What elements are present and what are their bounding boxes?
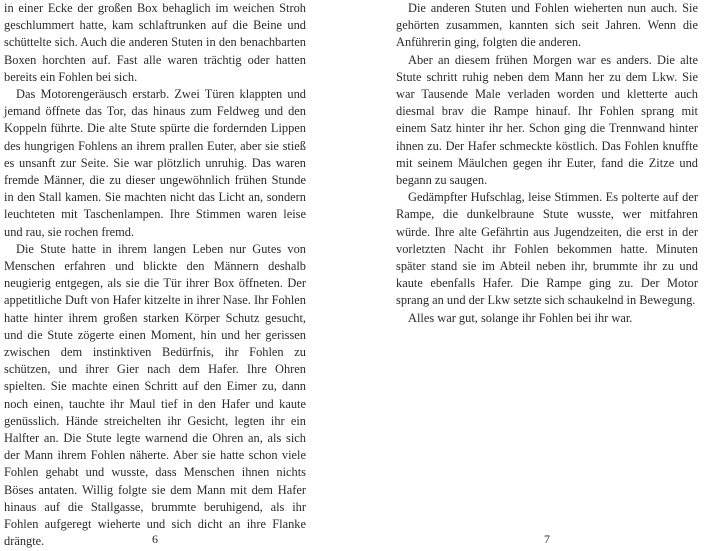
- paragraph: Alles war gut, solange ihr Fohlen bei ihr war.: [408, 310, 633, 325]
- left-page-text: [4, 0, 306, 551]
- right-page: [396, 0, 698, 549]
- paragraph: in einer Ecke der großen Box behaglich im weichen Stroh geschlummert hatte, kam schlaftrunken auf die Beine und schüttelte sich. Auch die anderen Stuten in den benachbarten Boxen horchten auf. Fast alle waren trächtig oder hatten bereits ein Fohlen bei sich.: [4, 1, 306, 84]
- right-page-text: [396, 0, 698, 327]
- paragraph: Das Motorengeräusch erstarb. Zwei Türen klappten und jemand öffnete das Tor, das hinaus zum Feldweg und den Koppeln führte. Die alte Stute spürte die fordernden Lippen des hungrigen Fohlens an ihrem prallen Euter, aber sie stieß es unsanft zur Seite. Sie war plötzlich unruhig. Das waren fremde Männer, die zu dieser ungewöhnlich frühen Stunde in den Stall kamen. Sie machten nicht das Licht an, sondern leuchteten mit Taschenlampen. Ihre Stimmen waren leise und rau, sie rochen fremd.: [4, 87, 306, 239]
- left-page: [4, 0, 306, 549]
- paragraph: Die Stute hatte in ihrem langen Leben nur Gutes von Menschen erfahren und blickte den Männern deshalb neugierig entgegen, als sie die Tür ihrer Box öffneten. Der appetitliche Duft von Hafer kitzelte in ihrer Nase. Ihr Fohlen hatte hinter ihrem großen starken Körper Schutz gesucht, und die Stute zögerte einen Moment, hin und her gerissen zwischen dem instinktiven Bedürfnis, ihr Fohlen zu schützen, und ihrer Gier nach dem Hafer. Ihre Ohren spielten. Sie machte einen Schritt auf den Eimer zu, dann noch einen, tauchte ihr Maul tief in den Hafer und kaute genüsslich. Hände streichelten ihr Gesicht, legten ihr ein Halfter an. Die Stute legte warnend die Ohren an, als sich der Mann ihrem Fohlen näherte. Aber sie hatte schon viele Fohlen gehabt und wusste, dass Menschen ihnen nichts Böses antaten. Willig folgte sie dem Mann mit dem Hafer hinaus auf die Stallgasse, brummte beruhigend, als ihr Fohlen aufgeregt wieherte und sich dicht an ihre Flanke drängte.: [4, 241, 306, 549]
- paragraph: Die anderen Stuten und Fohlen wieherten nun auch. Sie gehörten zusammen, kannten sich seit Jahren. Wenn die Anführerin ging, folgten die anderen.: [396, 1, 698, 50]
- paragraph: Gedämpfter Hufschlag, leise Stimmen. Es polterte auf der Rampe, die dunkelbraune Stute wusste, wer mitfahren würde. Ihre alte Gefährtin aus Jugendzeiten, die erst in der vorletzten Nacht ihr Fohlen bekommen hatte. Minuten später stand sie im Abteil neben ihr, brummte ihr zu und kaute ebenfalls Hafer. Die Rampe ging zu. Der Motor sprang an und der Lkw setzte sich schaukelnd in Bewegung.: [396, 190, 698, 308]
- page-number: 6: [152, 532, 158, 546]
- page-number: 7: [544, 532, 550, 546]
- paragraph: Aber an diesem frühen Morgen war es anders. Die alte Stute schritt ruhig neben dem Mann her zu dem Lkw. Sie war Tausende Male verladen worden und kletterte auch diesmal brav die Rampe hinauf. Ihr Fohlen sprang mit einem Satz hinter ihr her. Schon ging die Trennwand hinter ihnen zu. Der Hafer schmeckte köstlich. Das Fohlen knuffte mit seinem Mäulchen gegen ihr Euter, fand die Zitze und begann zu saugen.: [396, 52, 698, 188]
